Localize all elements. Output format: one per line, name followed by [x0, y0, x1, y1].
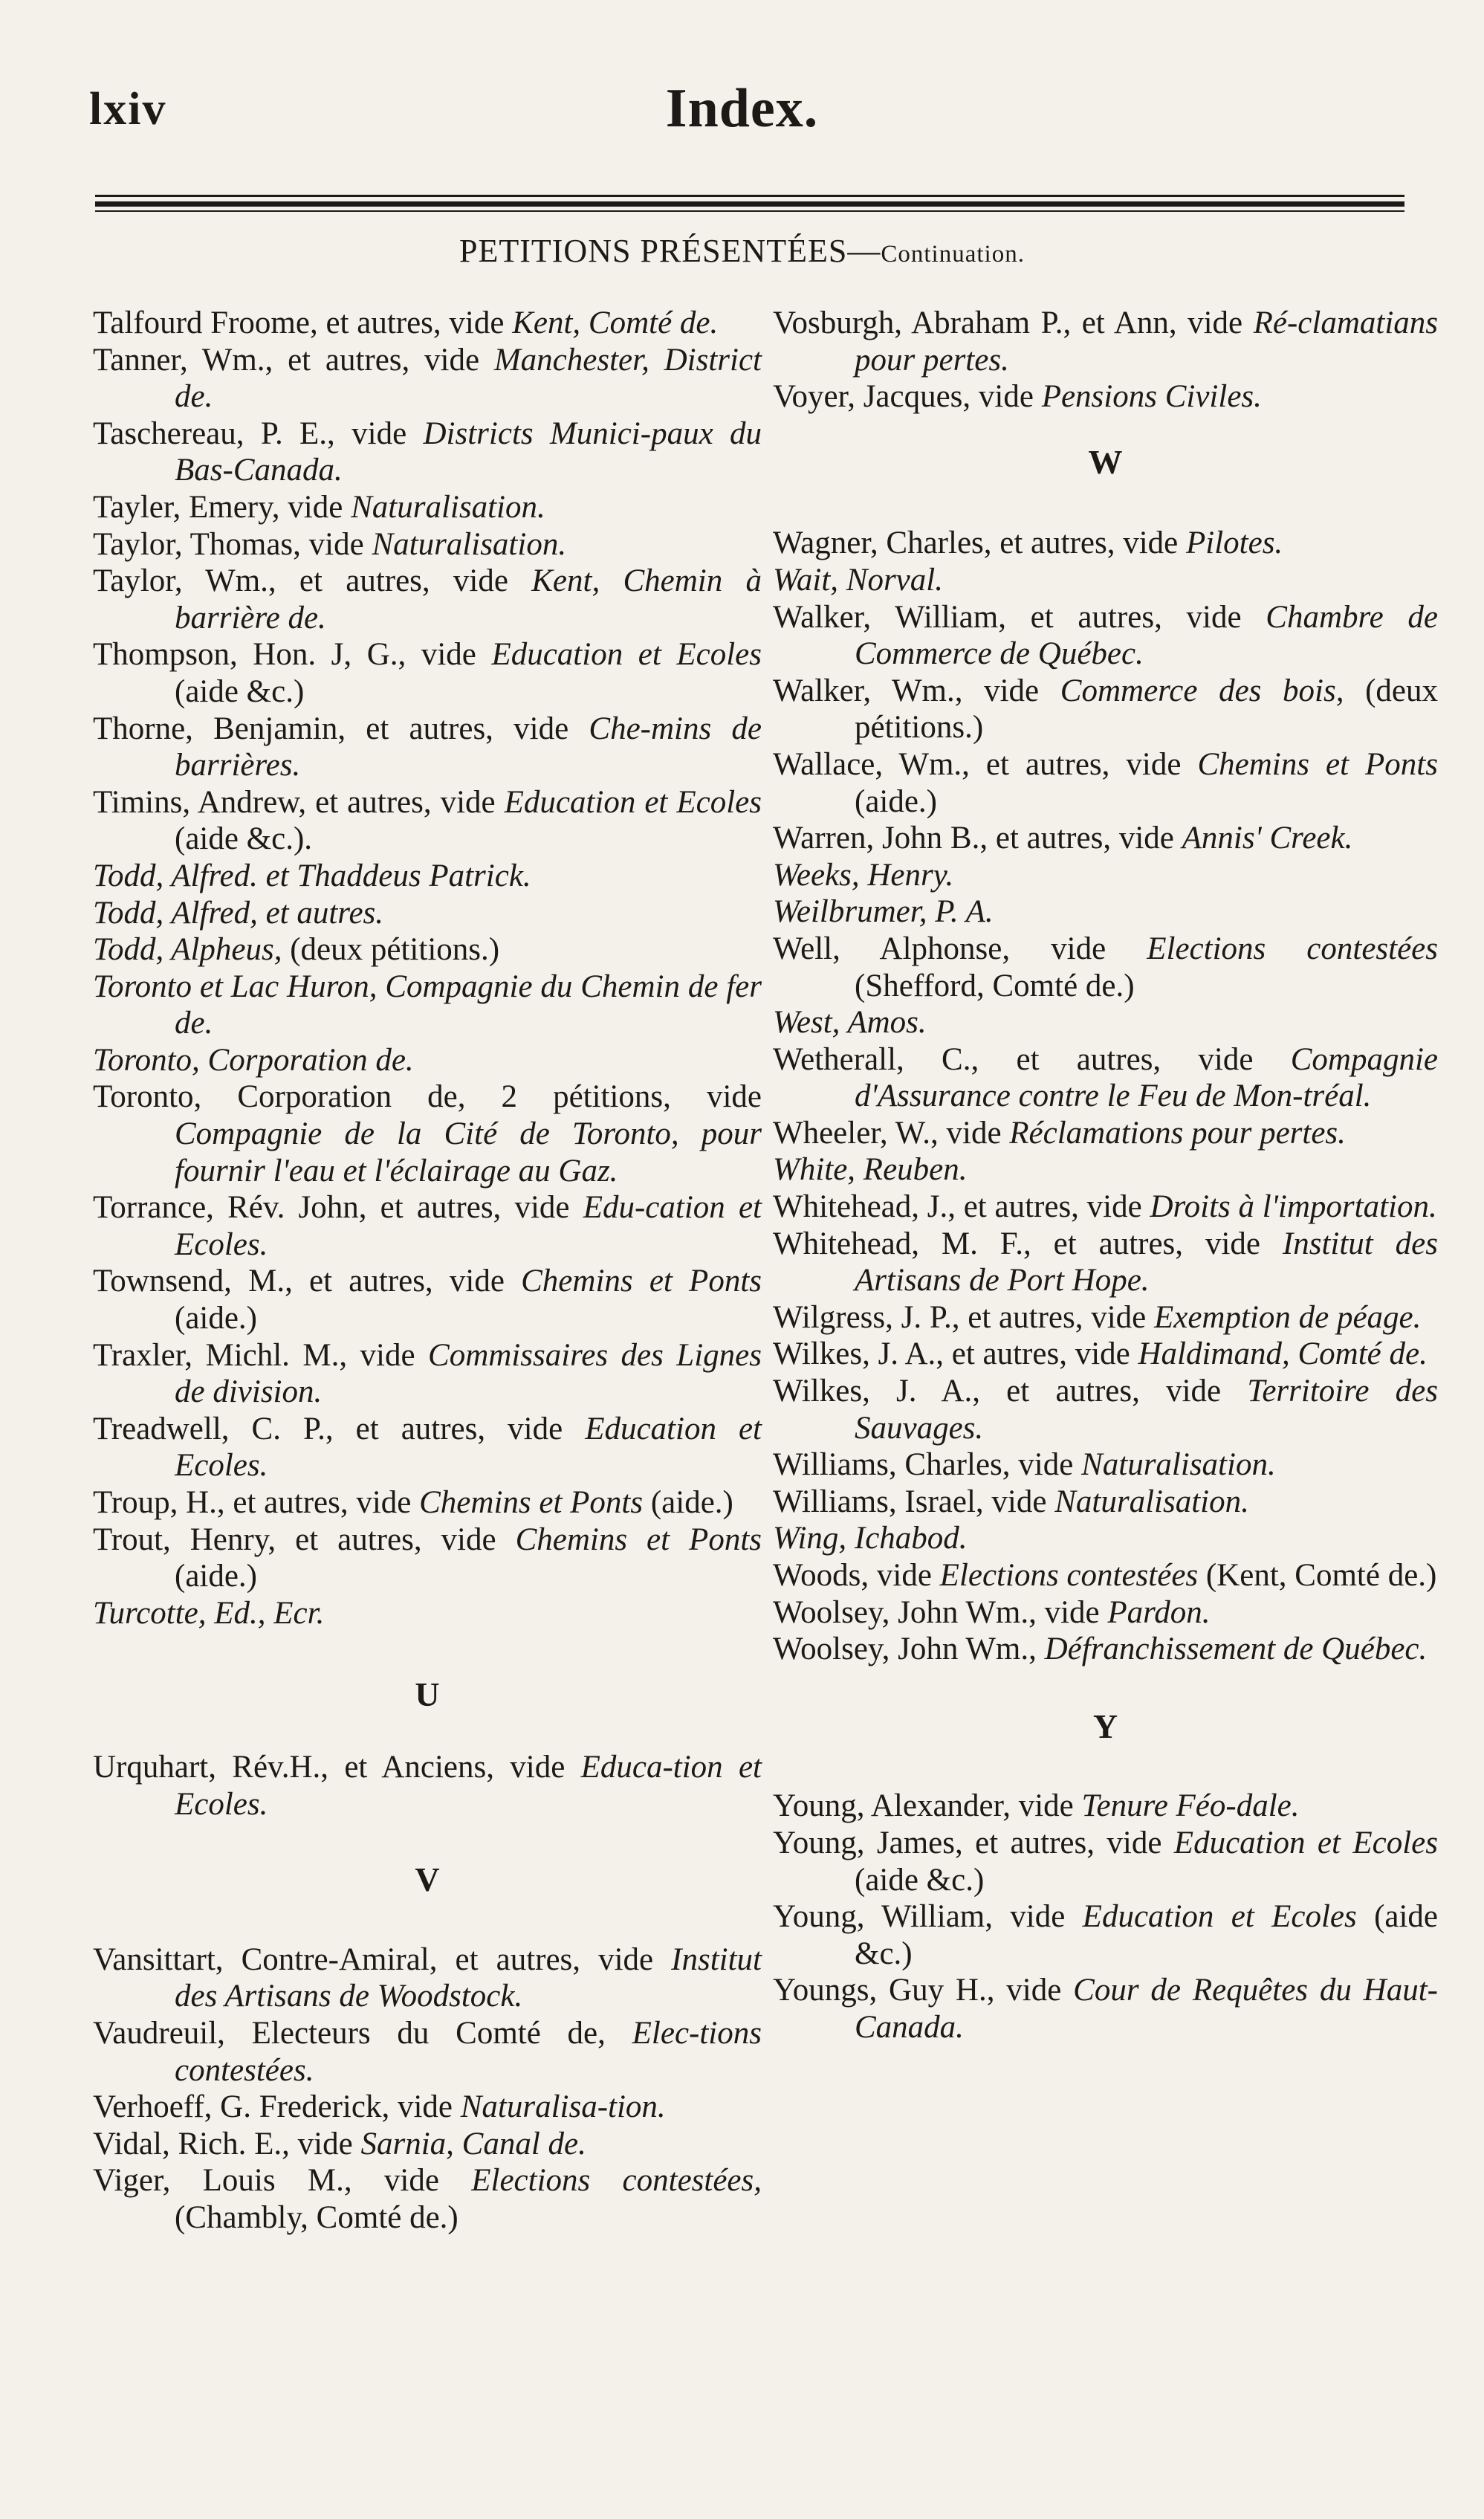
entry-italic-text: Chemins et Ponts — [1197, 746, 1438, 782]
index-entry — [93, 2089, 762, 2126]
index-entry — [773, 525, 1438, 562]
index-entry — [773, 857, 1438, 894]
letter-heading-v: V — [415, 1860, 440, 1899]
index-entry — [93, 895, 762, 932]
entry-italic-text: Pardon. — [1107, 1594, 1211, 1630]
entry-plain-text: Toronto, Corporation de, 2 pétitions, vide — [93, 1079, 762, 1115]
index-entry — [93, 305, 762, 342]
index-entry — [93, 1484, 762, 1522]
entry-plain-text: Youngs, Guy H., vide — [773, 1973, 1074, 2008]
entry-plain-text: Tanner, Wm., et autres, vide — [93, 342, 494, 378]
entry-plain-text: Wagner, Charles, et autres, vide — [773, 526, 1186, 561]
entry-italic-text: Education et Ecoles — [1173, 1825, 1438, 1860]
entry-plain-text: Trout, Henry, et autres, vide — [93, 1522, 516, 1557]
entry-plain-text: Young, William, vide — [773, 1899, 1083, 1935]
entry-tail-text: (aide.) — [855, 783, 938, 819]
entry-italic-text: Haldimand, Comté de. — [1138, 1336, 1428, 1372]
index-entry — [93, 1749, 762, 1823]
entry-plain-text: Vidal, Rich. E., vide — [93, 2126, 361, 2161]
entry-italic-text: Pilotes. — [1186, 526, 1283, 561]
entry-plain-text: Troup, H., et autres, vide — [93, 1485, 420, 1520]
index-entry — [773, 1041, 1438, 1115]
entry-plain-text: Taylor, Thomas, vide — [93, 526, 372, 562]
index-entry — [93, 1411, 762, 1484]
index-entry — [773, 893, 1438, 931]
entry-italic-text: Elec-tions contestées. — [175, 2015, 762, 2088]
entry-italic-text: Naturalisation. — [372, 526, 567, 562]
entry-plain-text: Thorne, Benjamin, et autres, vide — [93, 711, 589, 746]
entry-italic-text: Elections contestées — [1147, 931, 1438, 966]
entry-italic-text: Cour de Requêtes du Haut-Canada. — [855, 1973, 1438, 2045]
entry-plain-text: Vaudreuil, Electeurs du Comté de, — [93, 2015, 632, 2051]
entry-italic-text: Elections contestées, — [471, 2163, 762, 2199]
index-entry — [773, 1825, 1438, 1898]
entry-italic-text: Commissaires des Lignes de division. — [175, 1337, 762, 1410]
entry-tail-text: (deux pétitions.) — [855, 673, 1438, 746]
entry-plain-text: Woolsey, John Wm., — [773, 1632, 1045, 1667]
entry-italic-text: Compagnie d'Assurance contre le Feu de Mon-tréal. — [855, 1041, 1438, 1114]
entry-tail-text: (Kent, Comté de.) — [1198, 1558, 1437, 1593]
index-entry — [773, 1189, 1438, 1226]
entry-tail-text: (aide &c.) — [175, 673, 305, 709]
index-entry — [773, 1373, 1438, 1446]
section-title: PETITIONS PRÉSENTÉES— — [459, 233, 881, 269]
entry-italic-text: Pensions Civiles. — [1041, 379, 1262, 415]
index-entry — [773, 1151, 1438, 1189]
entry-italic-text: Todd, Alfred. et Thaddeus Patrick. — [93, 858, 531, 893]
entry-plain-text: Wilkes, J. A., et autres, vide — [773, 1336, 1138, 1372]
index-entry — [773, 673, 1438, 746]
entry-plain-text: Viger, Louis M., vide — [93, 2163, 472, 2199]
header-rule-bottom — [95, 210, 1404, 212]
letter-heading-u: U — [415, 1675, 440, 1714]
entry-plain-text: Taylor, Wm., et autres, vide — [93, 563, 532, 599]
entry-italic-text: Educa-tion et Ecoles. — [175, 1749, 762, 1822]
entry-italic-text: Institut des Artisans de Woodstock. — [175, 1941, 762, 2014]
index-entry — [93, 858, 762, 895]
entry-plain-text: Woods, vide — [773, 1558, 940, 1593]
index-entry — [773, 1115, 1438, 1152]
entry-italic-text: Naturalisation. — [351, 489, 545, 525]
entry-italic-text: Education et Ecoles — [504, 784, 762, 820]
entry-plain-text: Tayler, Emery, vide — [93, 489, 351, 525]
entry-plain-text: Voyer, Jacques, vide — [773, 379, 1042, 415]
index-entry — [773, 1226, 1438, 1299]
index-entry — [93, 563, 762, 636]
entry-italic-text: Districts Munici-paux du Bas-Canada. — [175, 415, 762, 488]
entry-italic-text: Commerce des bois, — [1060, 673, 1344, 708]
entry-italic-text: Elections contestées — [939, 1558, 1199, 1593]
page-number: lxiv — [89, 84, 167, 135]
entry-italic-text: Toronto et Lac Huron, Compagnie du Chemin de fer de. — [93, 969, 762, 1041]
index-entry — [93, 1263, 762, 1336]
entry-italic-text: Kent, Chemin à barrière de. — [175, 563, 762, 636]
index-entry — [93, 342, 762, 415]
entry-plain-text: Williams, Charles, vide — [773, 1447, 1082, 1483]
letter-heading-y: Y — [1092, 1707, 1118, 1745]
entry-plain-text: Well, Alphonse, vide — [773, 931, 1147, 966]
index-entry — [93, 489, 762, 526]
index-entry — [93, 415, 762, 489]
entry-italic-text: Turcotte, Ed., Ecr. — [93, 1595, 325, 1631]
entry-plain-text: Urquhart, Rév.H., et Anciens, vide — [93, 1749, 581, 1785]
index-entry — [93, 1522, 762, 1595]
header-rule-top — [95, 195, 1404, 197]
entry-plain-text: Walker, Wm., vide — [773, 673, 1060, 708]
entry-italic-text: West, Amos. — [773, 1005, 927, 1041]
entry-plain-text: Walker, William, et autres, vide — [773, 599, 1266, 635]
entry-italic-text: Education et Ecoles. — [175, 1411, 762, 1484]
entry-italic-text: Ré-clamatians pour pertes. — [855, 305, 1438, 378]
entry-plain-text: Woolsey, John Wm., vide — [773, 1594, 1108, 1630]
index-entry — [773, 746, 1438, 820]
entry-italic-text: Wait, Norval. — [773, 562, 943, 598]
entries-y — [773, 1788, 1438, 2046]
entry-tail-text: (aide.) — [175, 1301, 258, 1336]
entry-italic-text: White, Reuben. — [773, 1152, 968, 1188]
entry-italic-text: Compagnie de la Cité de Toronto, pour fournir l'eau et l'éclairage au Gaz. — [175, 1116, 762, 1189]
running-title: Index. — [665, 78, 819, 139]
section-heading — [0, 232, 1484, 270]
entry-plain-text: Wilgress, J. P., et autres, vide — [773, 1299, 1154, 1335]
entry-italic-text: Education et Ecoles — [1082, 1899, 1357, 1935]
entry-plain-text: Taschereau, P. E., vide — [93, 415, 424, 451]
entry-italic-text: Défranchissement de Québec. — [1044, 1632, 1428, 1667]
entry-tail-text: (aide &c.). — [175, 821, 313, 857]
entry-italic-text: Chemins et Ponts — [515, 1522, 762, 1557]
entry-plain-text: Wheeler, W., vide — [773, 1115, 1010, 1151]
index-entry — [773, 1557, 1438, 1594]
entry-plain-text: Townsend, M., et autres, vide — [93, 1264, 522, 1299]
entry-italic-text: Wing, Ichabod. — [773, 1521, 968, 1556]
index-entry — [93, 526, 762, 563]
index-entry — [773, 562, 1438, 599]
entry-italic-text: Todd, Alfred, et autres. — [93, 895, 384, 931]
entry-italic-text: Todd, Alpheus, — [93, 932, 282, 968]
header-rule-thick — [95, 201, 1404, 207]
entry-plain-text: Whitehead, J., et autres, vide — [773, 1189, 1150, 1225]
entry-plain-text: Talfourd Froome, et autres, vide — [93, 305, 513, 340]
right-column — [773, 305, 1438, 2046]
entry-tail-text: (aide &c.) — [855, 1862, 985, 1898]
entry-italic-text: Institut des Artisans de Port Hope. — [855, 1226, 1438, 1299]
entries-t — [93, 305, 762, 1632]
entries-v-continued — [773, 305, 1438, 415]
entry-italic-text: Chambre de Commerce de Québec. — [855, 599, 1439, 672]
index-entry — [93, 969, 762, 1042]
index-entry — [773, 1898, 1438, 1972]
entry-italic-text: Kent, Comté de. — [512, 305, 719, 340]
entry-italic-text: Sarnia, Canal de. — [360, 2126, 586, 2161]
entries-v — [93, 1941, 762, 2237]
entries-w — [773, 525, 1438, 1667]
entry-italic-text: Edu-cation et Ecoles. — [175, 1190, 762, 1262]
entry-plain-text: Whitehead, M. F., et autres, vide — [773, 1226, 1283, 1261]
entry-italic-text: Exemption de péage. — [1154, 1299, 1422, 1335]
entry-italic-text: Che-mins de barrières. — [175, 711, 762, 783]
letter-heading-w: W — [1088, 442, 1123, 481]
entry-italic-text: Annis' Creek. — [1182, 821, 1353, 856]
index-entry — [93, 2126, 762, 2163]
entry-italic-text: Naturalisa-tion. — [460, 2089, 666, 2125]
entry-tail-text: (aide.) — [175, 1559, 258, 1594]
index-entry — [773, 1446, 1438, 1484]
entry-tail-text: (aide.) — [643, 1485, 733, 1520]
index-entry — [93, 784, 762, 858]
entry-plain-text: Torrance, Rév. John, et autres, vide — [93, 1190, 583, 1226]
entry-plain-text: Vansittart, Contre-Amiral, et autres, vide — [93, 1941, 672, 1977]
entry-plain-text: Traxler, Michl. M., vide — [93, 1337, 429, 1373]
index-entry — [93, 931, 762, 969]
entry-italic-text: Weeks, Henry. — [773, 857, 954, 893]
index-entry — [773, 1299, 1438, 1336]
section-title-continuation: Continuation. — [881, 241, 1025, 268]
entry-plain-text: Warren, John B., et autres, vide — [773, 821, 1182, 856]
entry-plain-text: Wallace, Wm., et autres, vide — [773, 746, 1198, 782]
entry-tail-text: (Chambly, Comté de.) — [175, 2199, 459, 2235]
entry-tail-text: (aide &c.) — [855, 1899, 1438, 1971]
entry-italic-text: Naturalisation. — [1054, 1484, 1249, 1519]
index-entry — [773, 305, 1438, 378]
entry-plain-text: Wilkes, J. A., et autres, vide — [773, 1374, 1248, 1409]
entry-italic-text: Réclamations pour pertes. — [1009, 1115, 1346, 1151]
entry-plain-text: Vosburgh, Abraham P., et Ann, vide — [773, 305, 1254, 340]
index-entry — [773, 1972, 1438, 2046]
index-entry — [773, 378, 1438, 415]
index-entry — [773, 1484, 1438, 1521]
index-entry — [93, 1042, 762, 1079]
index-entry — [773, 599, 1438, 673]
entry-italic-text: Territoire des Sauvages. — [855, 1374, 1438, 1446]
index-entry — [773, 1520, 1438, 1557]
left-column — [93, 305, 762, 2237]
entry-italic-text: Weilbrumer, P. A. — [773, 894, 994, 930]
entries-u — [93, 1749, 762, 1823]
entry-italic-text: Manchester, District de. — [175, 342, 762, 415]
entry-italic-text: Tenure Féo-dale. — [1081, 1788, 1300, 1824]
index-entry — [773, 1631, 1438, 1668]
entry-plain-text: Young, James, et autres, vide — [773, 1825, 1174, 1860]
index-entry — [93, 2162, 762, 2236]
entry-tail-text: (Shefford, Comté de.) — [855, 968, 1135, 1003]
entry-italic-text: Toronto, Corporation de. — [93, 1042, 414, 1078]
entry-plain-text: Young, Alexander, vide — [773, 1788, 1082, 1824]
index-entry — [773, 1594, 1438, 1632]
index-entry — [93, 1595, 762, 1632]
index-entry — [93, 1337, 762, 1411]
index-entry — [773, 1336, 1438, 1373]
entry-plain-text: Wetherall, C., et autres, vide — [773, 1041, 1291, 1077]
entry-italic-text: Education et Ecoles — [491, 637, 762, 673]
entry-italic-text: Droits à l'importation. — [1150, 1189, 1437, 1225]
entry-plain-text: Timins, Andrew, et autres, vide — [93, 784, 505, 820]
index-entry — [773, 1004, 1438, 1041]
index-entry — [93, 2015, 762, 2089]
index-entry — [773, 820, 1438, 857]
index-entry — [93, 711, 762, 784]
entry-plain-text: Thompson, Hon. J, G., vide — [93, 637, 492, 673]
index-entry — [93, 1079, 762, 1189]
entry-italic-text: Chemins et Ponts — [521, 1264, 762, 1299]
entry-plain-text: Verhoeff, G. Frederick, vide — [93, 2089, 461, 2125]
index-entry — [93, 1189, 762, 1263]
index-entry — [93, 636, 762, 710]
index-entry — [773, 931, 1438, 1004]
entry-plain-text: Treadwell, C. P., et autres, vide — [93, 1411, 586, 1446]
index-entry — [93, 1941, 762, 2015]
entry-tail-text: (deux pétitions.) — [282, 932, 500, 968]
entry-italic-text: Chemins et Ponts — [419, 1485, 644, 1520]
index-entry — [773, 1788, 1438, 1825]
entry-italic-text: Naturalisation. — [1081, 1447, 1276, 1483]
entry-plain-text: Williams, Israel, vide — [773, 1484, 1055, 1519]
